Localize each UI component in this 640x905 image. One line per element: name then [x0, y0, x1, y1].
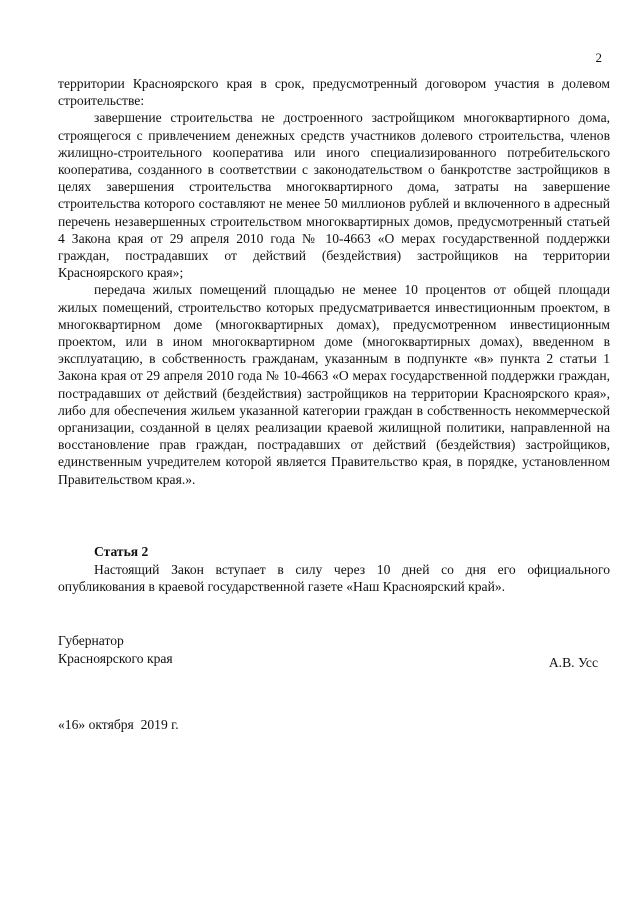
paragraph-transfer-of-premises: передача жилых помещений площадью не менее 10 процентов от общей площади жилых помещений, строительство которых предусматривается инвестиционным проектом, в многоквартирном доме (многоквартирных домах), предусмотренном инвестиционным проектом, или в ином многоквартирном доме (многоквартирных домах), введенном в эксплуатацию, в собственность гражданам, указанным в подпункте «в» пункта 2 статьи 1 Закона края от 29 апреля 2010 года № 10-4663 «О мерах государственной поддержки граждан, пострадавших от действий (бездействия) застройщиков на территории Красноярского края», либо для обеспечения жильем указанной категории граждан в собственность некоммерческой организации, созданной в целях реализации краевой жилищной политики, направленной на восстановление прав граждан, пострадавших от действий (бездействия) застройщиков, единственным учредителем которой является Правительство края, в порядке, установленном Правительством края.». [58, 282, 610, 487]
paragraph-continuation: территории Красноярского края в срок, предусмотренный договором участия в долевом строительстве: [58, 76, 610, 109]
article-heading: Статья 2 [94, 544, 149, 559]
article-text: Настоящий Закон вступает в силу через 10 дней со дня его официального опубликования в краевой государственной газете «Наш Красноярский край». [58, 561, 610, 594]
signature-title-line2: Красноярского края [58, 651, 173, 666]
signature-block [58, 632, 173, 668]
signature-title-line1: Губернатор [58, 633, 124, 648]
page-number: 2 [595, 50, 602, 65]
paragraph-completion-of-construction: завершение строительства не достроенного застройщиком многоквартирного дома, строящегося с привлечением денежных средств участников долевого строительства, членов жилищно-строительного кооператива или иного специализированного потребительского кооператива, созданного в соответствии с законодательством о банкротстве застройщиков в целях завершения строительства многоквартирного дома, затраты на завершение строительства которого составляют не менее 50 миллионов рублей и включенного в адресный перечень незавершенных строительством многоквартирных домов, предусмотренный статьей 4 Закона края от 29 апреля 2010 года № 10-4663 «О мерах государственной поддержки граждан, пострадавших от действий (бездействия) застройщиков на территории Красноярского края»; [58, 110, 610, 281]
signature-name: А.В. Усс [548, 655, 598, 670]
document-date: «16» октября 2019 г. [58, 717, 179, 732]
document-body [58, 75, 610, 488]
article-2 [58, 543, 610, 596]
